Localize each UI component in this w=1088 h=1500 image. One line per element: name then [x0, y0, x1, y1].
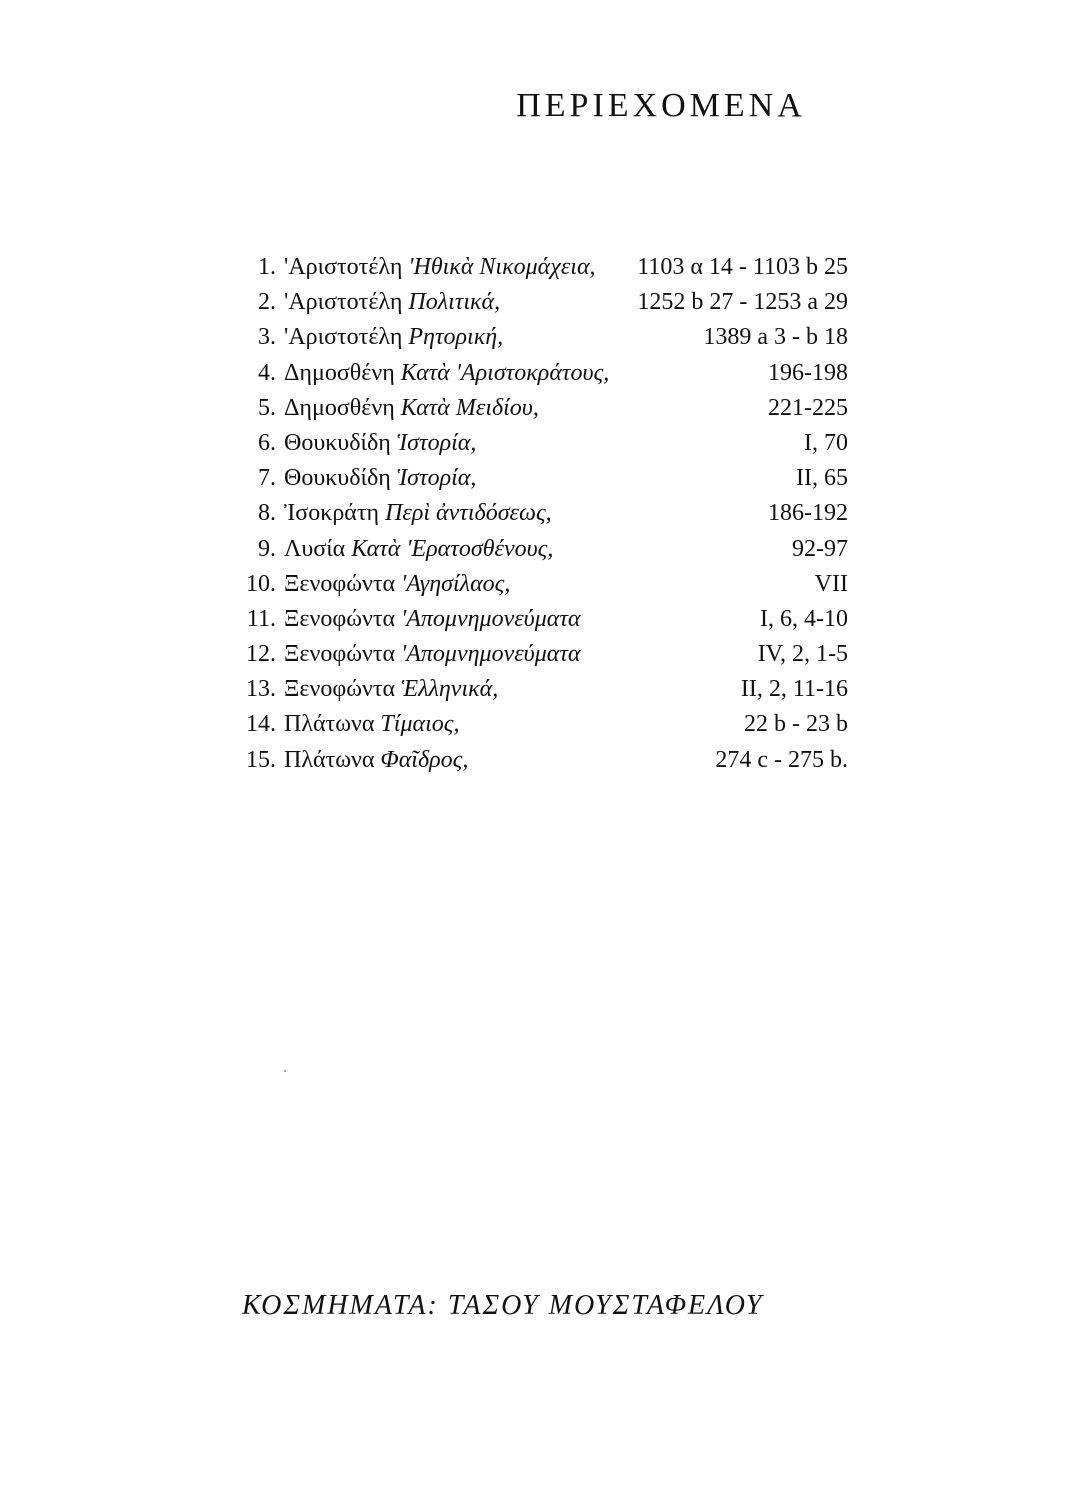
item-number: 15. [246, 746, 276, 773]
passage-reference: 186-192 [768, 500, 848, 527]
passage-reference: 92-97 [792, 535, 848, 562]
work-title: Περὶ ἀντιδόσεως, [385, 500, 552, 527]
list-item [238, 743, 850, 778]
item-number: 4. [258, 359, 276, 386]
work-title: Ἱστορία, [396, 429, 477, 456]
item-number: 7. [258, 465, 276, 492]
author-name: 'Αριστοτέλη [284, 254, 403, 280]
author-name: Ξενοφώντα [284, 605, 396, 632]
work-title: Κατὰ Μειδίου, [400, 394, 539, 421]
list-item [238, 532, 850, 567]
author-name: Δημοσθένη [284, 394, 395, 421]
item-number: 14. [246, 711, 276, 738]
work-title: Φαῖδρος, [380, 746, 469, 773]
item-title [284, 602, 581, 637]
author-name: Λυσία [284, 535, 346, 562]
author-name: Πλάτωνα [284, 746, 375, 773]
author-name: Πλάτωνα [284, 711, 375, 738]
work-title: Ἱστορία, [396, 465, 477, 492]
author-name: Ξενοφώντα [284, 570, 396, 597]
author-name: Δημοσθένη [284, 359, 395, 386]
scan-speck [284, 1070, 286, 1072]
page-title: ΠΕΡΙΕΧΟΜΕΝΑ [516, 86, 806, 124]
list-item [238, 356, 850, 391]
item-title [284, 743, 468, 778]
item-title [284, 567, 510, 602]
item-number: 2. [258, 289, 276, 316]
passage-reference: II, 2, 11-16 [740, 676, 848, 703]
table-of-contents [238, 250, 850, 778]
passage-reference: 1389 a 3 - b 18 [703, 324, 848, 351]
author-name: Ἰσοκράτη [284, 500, 380, 527]
item-number: 3. [258, 324, 276, 351]
passage-reference: 221-225 [768, 394, 848, 421]
item-title [284, 461, 476, 496]
item-title [284, 496, 552, 531]
item-number: 11. [246, 605, 276, 632]
passage-reference: 1252 b 27 - 1253 a 29 [637, 289, 848, 316]
author-name: Ξενοφώντα [284, 641, 396, 668]
list-item [238, 285, 850, 320]
item-title [284, 637, 581, 672]
item-number: 9. [258, 535, 276, 562]
item-title [284, 707, 460, 742]
illustration-credit: ΚΟΣΜΗΜΑΤΑ: ΤΑΣΟΥ ΜΟΥΣΤΑΦΕΛΟΥ [242, 1290, 764, 1321]
passage-reference: IV, 2, 1-5 [757, 641, 848, 668]
passage-reference: I, 6, 4-10 [760, 605, 848, 632]
work-title: Ρητορική, [408, 324, 504, 351]
item-title [284, 672, 498, 707]
work-title: Ἑλληνικά, [401, 676, 499, 703]
item-number: 1. [258, 254, 276, 280]
item-number: 5. [258, 394, 276, 421]
work-title: Πολιτικά, [408, 289, 501, 316]
item-title [284, 320, 503, 355]
list-item [238, 637, 850, 672]
author-name: 'Αριστοτέλη [284, 289, 403, 316]
item-title [284, 532, 553, 567]
author-name: Θουκυδίδη [284, 429, 391, 456]
list-item [238, 250, 850, 285]
work-title: 'Απομνημονεύματα [401, 605, 581, 632]
author-name: 'Αριστοτέλη [284, 324, 403, 351]
passage-reference: VII [814, 570, 848, 597]
item-title [284, 285, 500, 320]
work-title: 'Ηθικὰ Νικομάχεια, [408, 254, 596, 280]
list-item [238, 496, 850, 531]
list-item [238, 672, 850, 707]
author-name: Ξενοφώντα [284, 676, 396, 703]
passage-reference: 22 b - 23 b [744, 711, 848, 738]
item-title [284, 250, 596, 285]
work-title: Τίμαιος, [380, 711, 460, 738]
author-name: Θουκυδίδη [284, 465, 391, 492]
item-number: 12. [246, 641, 276, 668]
list-item [238, 426, 850, 461]
list-item [238, 602, 850, 637]
item-title [284, 356, 609, 391]
item-number: 8. [258, 500, 276, 527]
passage-reference: 1103 α 14 - 1103 b 25 [637, 254, 848, 280]
work-title: Κατὰ 'Αριστοκράτους, [400, 359, 610, 386]
item-title [284, 391, 539, 426]
list-item [238, 320, 850, 355]
list-item [238, 707, 850, 742]
list-item [238, 391, 850, 426]
passage-reference: 274 c - 275 b. [715, 746, 848, 773]
item-number: 10. [246, 570, 276, 597]
item-number: 13. [246, 676, 276, 703]
work-title: 'Αγησίλαος, [401, 570, 511, 597]
list-item [238, 567, 850, 602]
list-item [238, 461, 850, 496]
item-number: 6. [258, 429, 276, 456]
item-title [284, 426, 476, 461]
work-title: Κατὰ 'Ερατοσθένους, [351, 535, 554, 562]
passage-reference: 196-198 [768, 359, 848, 386]
passage-reference: II, 65 [796, 465, 848, 492]
passage-reference: I, 70 [804, 429, 848, 456]
work-title: 'Απομνημονεύματα [401, 641, 581, 668]
